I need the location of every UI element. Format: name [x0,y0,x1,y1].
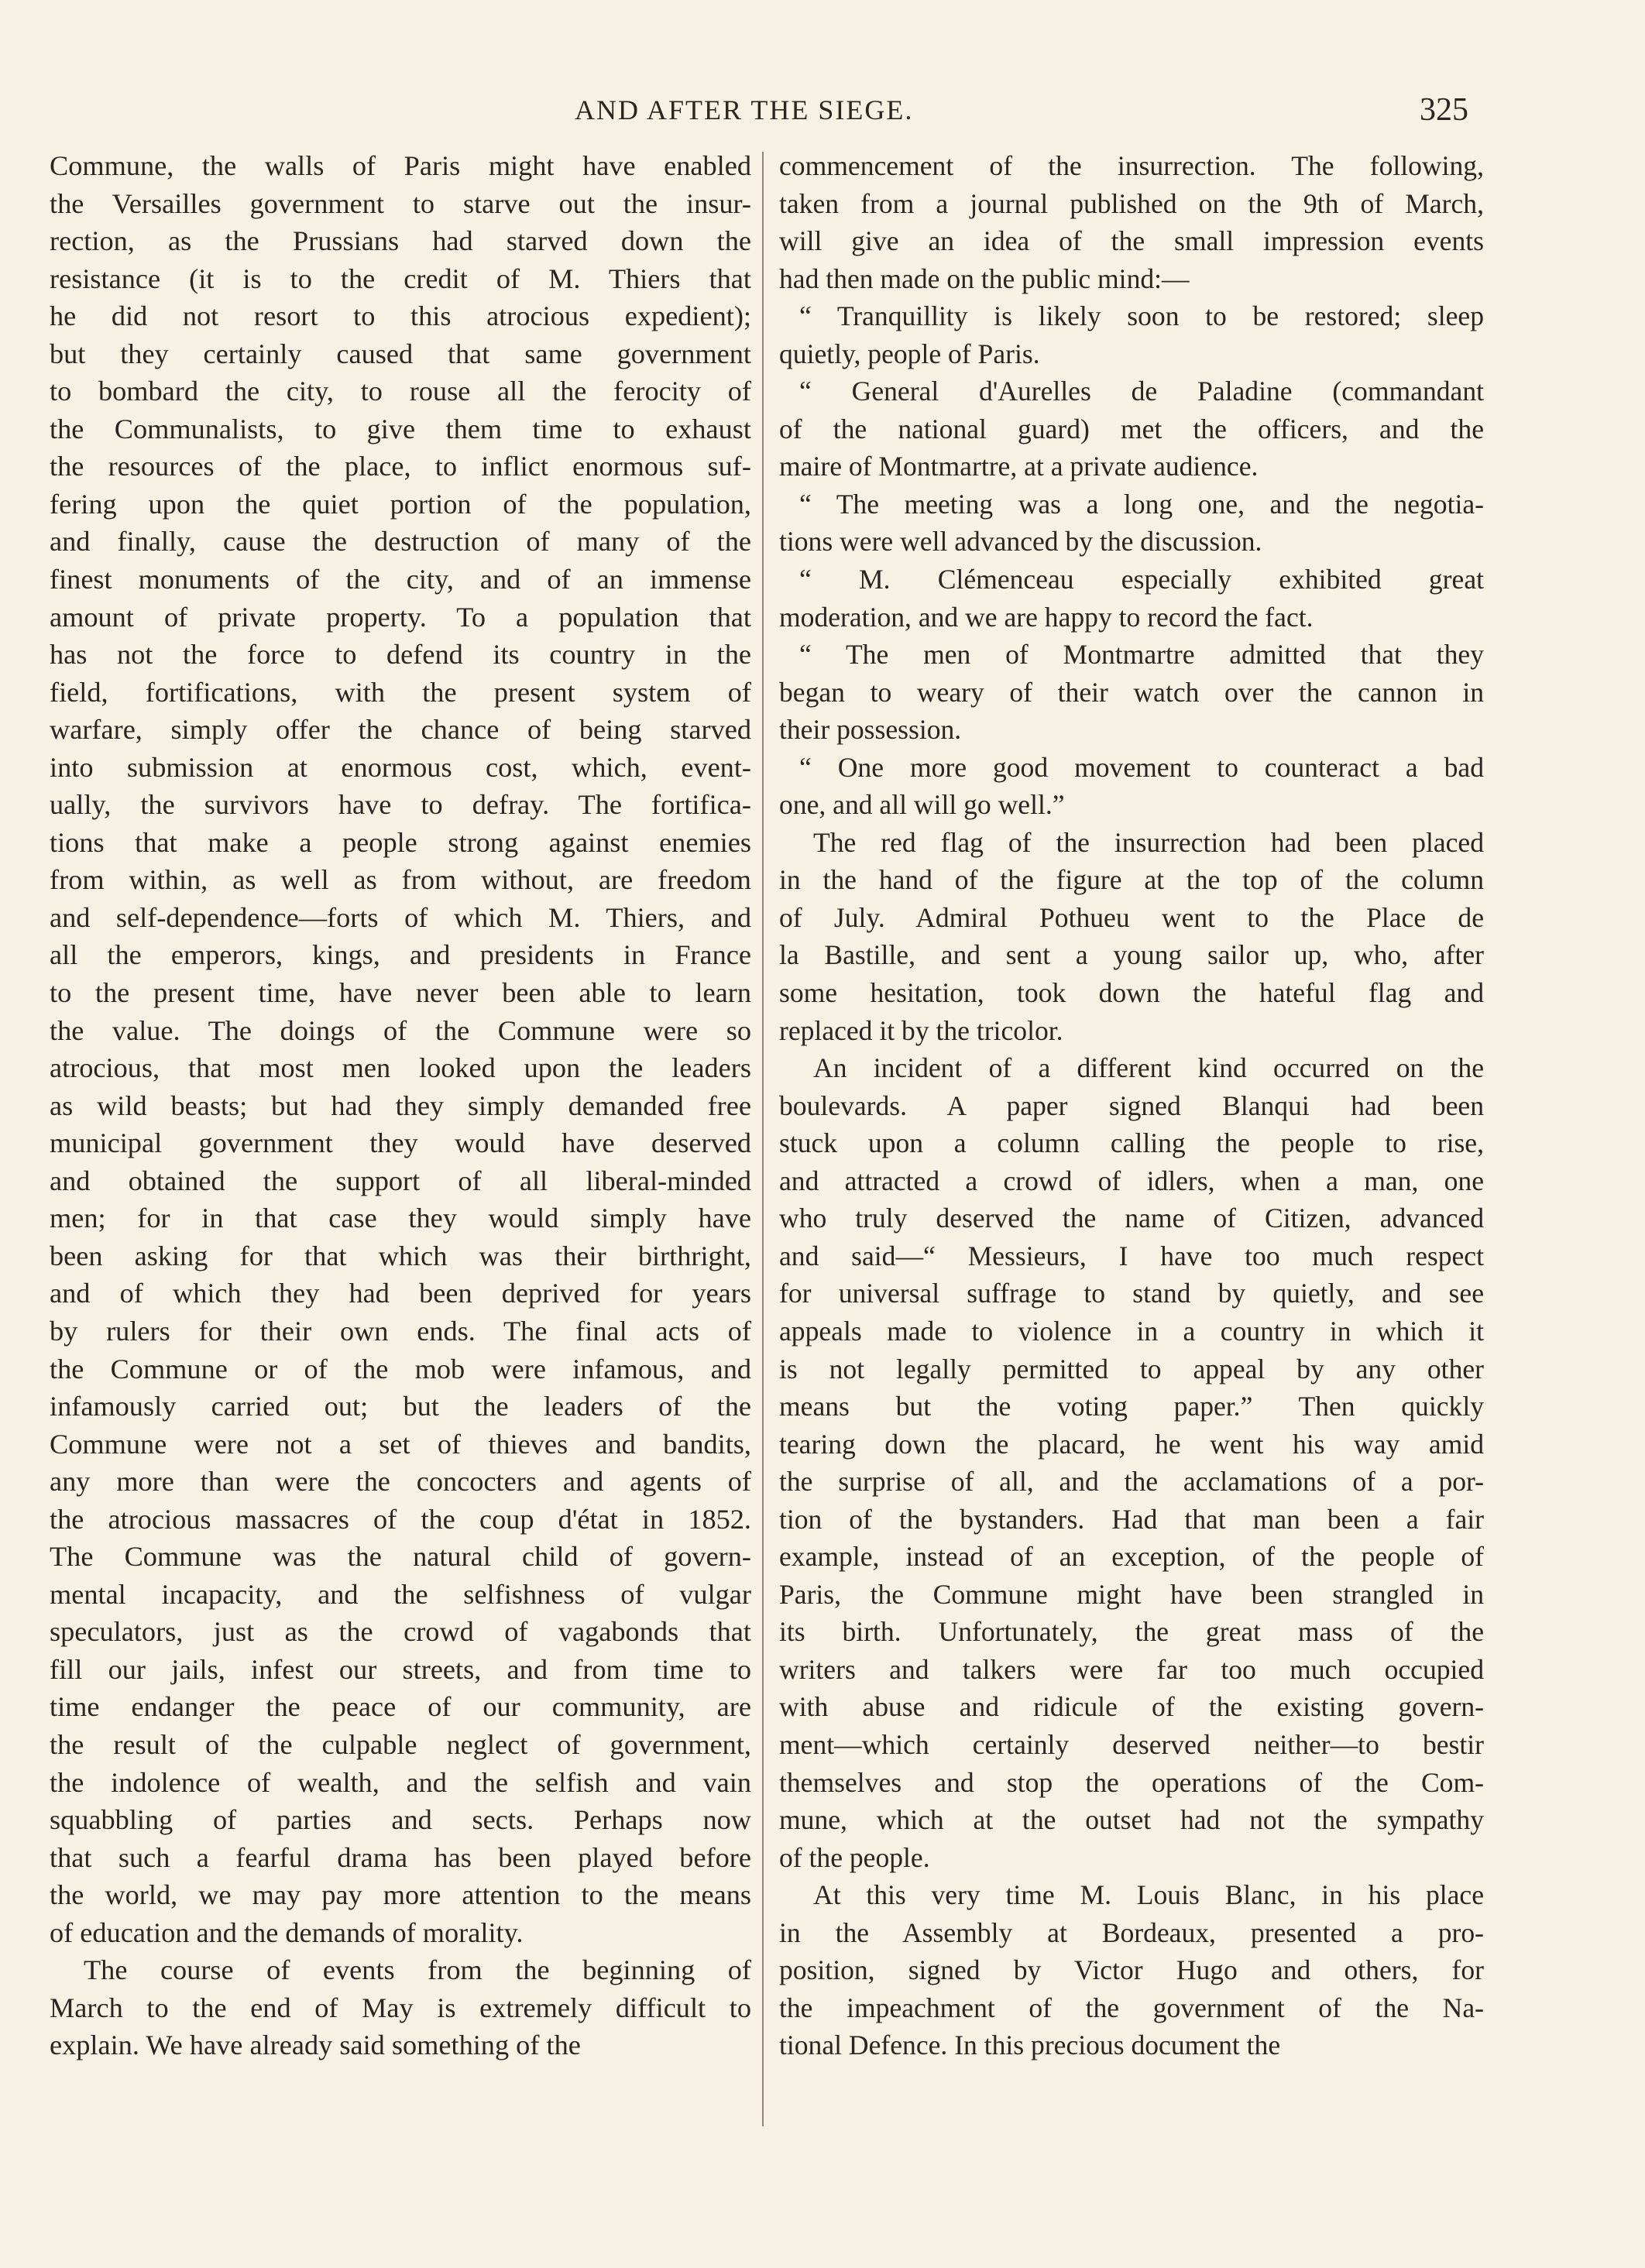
text-line: the impeachment of the government of the Na- [779,1992,1484,2023]
text-line: with abuse and ridicule of the existing govern- [779,1691,1484,1723]
text-line: municipal government they would have deserved [50,1127,751,1159]
text-line: the resources of the place, to inflict enormous suf- [50,451,751,482]
text-line: of the national guard) met the officers, and the [779,413,1484,444]
text-line: has not the force to defend its country in the [50,639,751,671]
text-line: “ The meeting was a long one, and the negotia- [799,488,1484,520]
text-line: quietly, people of Paris. [779,338,1040,369]
text-line: speculators, just as the crowd of vagabonds that [50,1616,751,1648]
text-line: At this very time M. Louis Blanc, in his place [813,1879,1484,1911]
text-line: ually, the survivors have to defray. The fortifica- [50,789,751,821]
text-line: squabbling of parties and sects. Perhaps now [50,1804,751,1836]
text-line: to bombard the city, to rouse all the ferocity of [50,376,751,407]
text-line: any more than were the concocters and agents of [50,1466,751,1498]
text-line: been asking for that which was their birthright, [50,1240,751,1271]
text-line: An incident of a different kind occurred on the [813,1052,1484,1084]
text-line: infamously carried out; but the leaders of the [50,1391,751,1422]
text-line: in the Assembly at Bordeaux, presented a pro- [779,1916,1484,1948]
text-line: la Bastille, and sent a young sailor up, who, after [779,939,1484,971]
text-line: mune, which at the outset had not the sympathy [779,1804,1484,1836]
page-number: 325 [1420,92,1468,128]
text-line: of July. Admiral Pothueu went to the Place de [779,901,1484,933]
text-line: field, fortifications, with the present system of [50,676,751,708]
text-line: replaced it by the tricolor. [779,1014,1063,1046]
text-line: into submission at enormous cost, which, event- [50,751,751,783]
text-line: Commune, the walls of Paris might have enabled [50,150,751,181]
text-line: Paris, the Commune might have been strangled in [779,1578,1484,1610]
text-line: for universal suffrage to stand by quietly, and see [779,1278,1484,1309]
text-line: stuck upon a column calling the people to rise, [779,1127,1484,1159]
text-line: began to weary of their watch over the cannon in [779,676,1484,708]
text-line: moderation, and we are happy to record the fact. [779,601,1314,633]
left-column [50,147,751,2064]
text-line: the atrocious massacres of the coup d'état in 1852. [50,1503,751,1535]
text-line: their possession. [779,714,962,746]
text-line: The course of events from the beginning of [84,1954,751,1986]
text-line: mental incapacity, and the selfishness of vulgar [50,1578,751,1610]
text-line: “ One more good movement to counteract a bad [799,751,1484,783]
text-line: rection, as the Prussians had starved down the [50,225,751,257]
text-line: the value. The doings of the Commune were so [50,1014,751,1046]
text-line: men; for in that case they would simply have [50,1203,751,1234]
text-line: from within, as well as from without, are freedom [50,864,751,896]
text-line: to the present time, have never been able to learn [50,977,751,1009]
running-header [0,87,1645,133]
text-line: fering upon the quiet portion of the population, [50,488,751,520]
text-line: the indolence of wealth, and the selfish and vain [50,1766,751,1798]
column-divider [762,152,764,2126]
text-line: means but the voting paper.” Then quickly [779,1391,1484,1422]
text-line: “ Tranquillity is likely soon to be restored; sleep [799,300,1484,332]
text-line: “ The men of Montmartre admitted that they [799,639,1484,671]
text-line: example, instead of an exception, of the people of [779,1541,1484,1573]
text-line: will give an idea of the small impression events [779,225,1484,257]
text-line: maire of Montmartre, at a private audience. [779,451,1259,482]
text-line: tions were well advanced by the discussion. [779,526,1262,558]
text-line: explain. We have already said something of the [50,2030,581,2061]
text-line: taken from a journal published on the 9th of March, [779,187,1484,219]
running-title: AND AFTER THE SIEGE. [575,94,914,125]
text-line: in the hand of the figure at the top of the column [779,864,1484,896]
text-line: atrocious, that most men looked upon the leaders [50,1052,751,1084]
text-line: its birth. Unfortunately, the great mass of the [779,1616,1484,1648]
text-line: the world, we may pay more attention to the means [50,1879,751,1911]
text-line: commencement of the insurrection. The following, [779,150,1484,181]
text-line: the Communalists, to give them time to exhaust [50,413,751,444]
text-line: appeals made to violence in a country in which it [779,1315,1484,1347]
text-line: The red flag of the insurrection had been placed [813,826,1484,858]
text-line: tional Defence. In this precious document the [779,2030,1281,2061]
text-line: tions that make a people strong against enemies [50,826,751,858]
text-line: position, signed by Victor Hugo and others, for [779,1954,1484,1986]
text-line: The Commune was the natural child of govern- [50,1541,751,1573]
text-line: all the emperors, kings, and presidents in France [50,939,751,971]
text-line: themselves and stop the operations of the Com- [779,1766,1484,1798]
text-line: amount of private property. To a population that [50,601,751,633]
text-line: and of which they had been deprived for years [50,1278,751,1309]
text-line: and finally, cause the destruction of many of the [50,526,751,558]
text-line: warfare, simply offer the chance of being starved [50,714,751,746]
text-line: as wild beasts; but had they simply demanded free [50,1089,751,1121]
text-line: but they certainly caused that same government [50,338,751,369]
text-line: that such a fearful drama has been played before [50,1841,751,1873]
text-line: of the people. [779,1841,930,1873]
text-line: fill our jails, infest our streets, and from time to [50,1653,751,1685]
right-column [779,147,1484,2064]
text-line: the Commune or of the mob were infamous, and [50,1353,751,1384]
text-line: some hesitation, took down the hateful flag and [779,977,1484,1009]
text-line: and attracted a crowd of idlers, when a man, one [779,1165,1484,1196]
text-line: the surprise of all, and the acclamations of a por- [779,1466,1484,1498]
text-line: who truly deserved the name of Citizen, advanced [779,1203,1484,1234]
text-line: and said—“ Messieurs, I have too much respect [779,1240,1484,1271]
text-line: he did not resort to this atrocious expedient); [50,300,751,332]
text-line: Commune were not a set of thieves and bandits, [50,1428,751,1460]
text-line: resistance (it is to the credit of M. Thiers that [50,262,751,294]
text-line: finest monuments of the city, and of an immense [50,564,751,595]
text-line: the result of the culpable neglect of government, [50,1728,751,1760]
text-line: is not legally permitted to appeal by any other [779,1353,1484,1384]
text-line: ment—which certainly deserved neither—to bestir [779,1728,1484,1760]
text-line: by rulers for their own ends. The final acts of [50,1315,751,1347]
text-line: “ General d'Aurelles de Paladine (commandant [799,376,1484,407]
text-line: tion of the bystanders. Had that man been a fair [779,1503,1484,1535]
text-line: and obtained the support of all liberal-minded [50,1165,751,1196]
text-line: the Versailles government to starve out the insur- [50,187,751,219]
text-line: “ M. Clémenceau especially exhibited great [799,564,1484,595]
text-line: one, and all will go well.” [779,789,1065,821]
text-line: and self-dependence—forts of which M. Thiers, and [50,901,751,933]
text-line: had then made on the public mind:— [779,262,1190,294]
text-line: time endanger the peace of our community, are [50,1691,751,1723]
text-line: boulevards. A paper signed Blanqui had been [779,1089,1484,1121]
text-line: March to the end of May is extremely difficult to [50,1992,751,2023]
text-line: of education and the demands of morality. [50,1916,524,1948]
text-line: writers and talkers were far too much occupied [779,1653,1484,1685]
text-line: tearing down the placard, he went his way amid [779,1428,1484,1460]
